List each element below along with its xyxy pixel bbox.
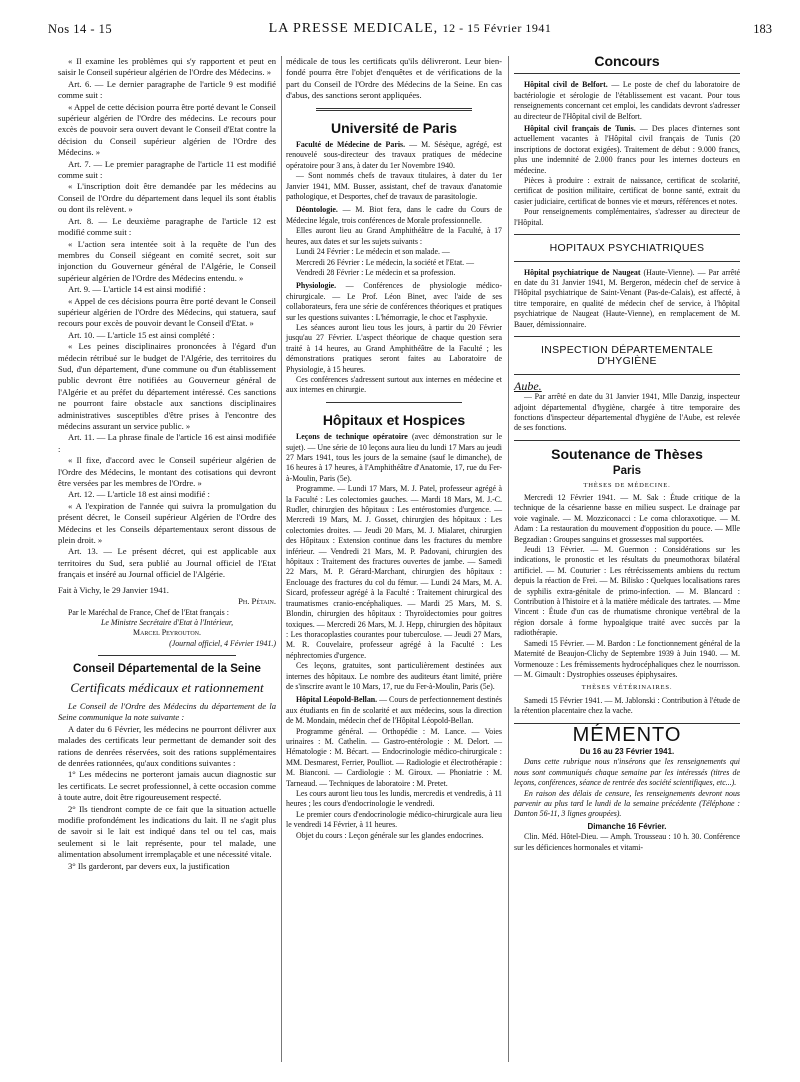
paragraph-text: — M. Sésèque, agrégé, est renouvelé sous-directeur des travaux pratiques de médecine opératoire pour 3 ans, à dater du 1er Novembre 1940. xyxy=(286,140,502,170)
section-divider xyxy=(514,261,740,262)
thesis-list: Mercredi 12 Février 1941. — M. Sak : Étude critique de la technique de la césarienne basse en milieu suspect. Le drainage par voie vaginale. — M. Mozziconacci : Le coma chloraxotique. — M. Adam : La restauration du mouvement d'opposition du pouce. — Mlle Begzadian : Groupes sanguins et grossesses mal supportées. xyxy=(514,493,740,544)
thesis-list: Samedi 15 Février. — M. Bardon : Le fonctionnement général de la Maternité de Beaujon-Clichy de Septembre 1939 à Juin 1940. — M. Vormenouze : Les frémissements hydrocéphaliques chez le nourrisson. — M. Gimault : Dystrophies osseuses épiphysaires. xyxy=(514,638,740,679)
paragraph: — Sont nommés chefs de travaux titulaires, à dater du 1er Janvier 1941, MM. Busser, assistant, chef de travaux d'anatomie pathologique, et Desportes, chef de travaux de parasitologie. xyxy=(286,171,502,202)
paragraph: Pièces à produire : extrait de naissance, certificat de scolarité, certificat de position militaire, certificat de bonne santé, extrait du casier judiciaire, certificat de bonnes vie et mœurs, références et notes. xyxy=(514,176,740,206)
subsection-label: THÈSES VÉTÉRINAIRES. xyxy=(581,684,673,692)
decree-articles xyxy=(58,56,276,581)
paragraph: 1° Les médecins ne porteront jamais aucun diagnostic sur les certificats. Le secret professionnel, à cette occasion comme à toute autre, doit être rigoureusement respecté. xyxy=(58,769,276,803)
paragraph: Art. 10. — L'article 15 est ainsi complété : xyxy=(68,329,215,340)
paragraph: Lundi 24 Février : Le médecin et son malade. — xyxy=(296,247,450,257)
section-divider xyxy=(514,440,740,441)
journal-title: LA PRESSE MEDICALE, xyxy=(268,21,439,36)
source-citation: (Journal officiel, 4 Février 1941.) xyxy=(169,638,276,648)
paragraph-text: — Cours de perfectionnement destinés aux étudiants en fin de scolarité et aux médecins, sous la direction de M. Mondain, médecin chef de l'Hôpital Léopold-Bellan. xyxy=(286,695,502,726)
column-divider xyxy=(508,56,509,1062)
paragraph: Art. 6. — Le dernier paragraphe de l'article 9 est modifié comme suit : xyxy=(58,78,276,101)
section-title: HOPITAUX PSYCHIATRIQUES xyxy=(549,242,705,255)
column-2 xyxy=(286,56,502,841)
paragraph-text: — Des places d'internes sont actuellement vacantes à l'Hôpital civil français de Tunis (20 inscriptions de doctorat exigées). Traitement de début : 9.000 francs, plus une indemnité de 2.000 francs pour les internes docteurs en médecine. xyxy=(514,124,740,175)
subheading: Physiologie. xyxy=(296,281,337,291)
programme: Programme général. — Orthopédie : M. Lance. — Voies urinaires : M. Cathelin. — Gastro-entérologie : M. Delort. — Hématologie : M. Bécart. — Endocrinologie médico-chirurgicale : MM. Desmarest, Ferrier, Poulliot. — Radiologie et électrothérapie : M. Bianconi. — Cardiologie : M. Giroux. — Phoniatrie : M. Tarneaud. — Techniques de laboratoire : M. Pretet. xyxy=(286,726,502,788)
paragraph: « Il fixe, d'accord avec le Conseil supérieur algérien de l'Ordre des Médecins, le montant des cotisations qui devront être versées par les membres de l'Ordre. » xyxy=(58,455,276,489)
sign-line-3: Marcel Peyrouton. xyxy=(133,628,201,638)
paragraph: Dans cette rubrique nous n'insérons que les renseignements qui nous sont communiqués chaque semaine par les intéressés (titres de leçons, conférences, séance de rentrée des société scientifiques, etc...). xyxy=(514,757,740,788)
column-divider xyxy=(281,56,282,1062)
paragraph: Art. 13. — Le présent décret, qui est applicable aux territoires du Sud, sera publié au Journal officiel de l'Etat français et inséré au Journal officiel de l'Algérie. xyxy=(58,546,276,580)
thesis-list: Jeudi 13 Février. — M. Guermon : Considérations sur les indications, le pronostic et les résultats du pneumothorax bilatéral artificiel. — M. Couturier : Les rétrécissements ambiens du rectum depuis la réaction de Frei. — M. Bilisko : Quelques localisations rares de syphilis extra-génitale de primo-infection. — M. Blancard : Contribution à l'histoire et à la matière médicale des tartrates. — Mme Vincent : Étude d'un cas de rhumatisme chronique vertébral de la région dorsale à forme hypoalgique traité avec succès par la radiothérapie. xyxy=(514,545,740,638)
continued-paragraph: médicale de tous les certificats qu'ils délivreront. Leur bien-fondé pourra être l'objet d'enquêtes et de vérifications de la part du Conseil de l'Ordre des Médecins de la Seine. En cas d'abus, des sanctions seront appliquées. xyxy=(286,56,502,101)
paragraph-text: — M. Biot fera, dans le cadre du Cours de Médecine légale, trois conférences de Morale professionnelle. xyxy=(286,205,502,225)
page-header xyxy=(48,22,772,42)
page-number: 183 xyxy=(753,22,772,36)
section-divider xyxy=(316,108,472,111)
paragraph: Vendredi 28 Février : Le médecin et sa profession. xyxy=(296,267,456,277)
paragraph: Art. 7. — Le premier paragraphe de l'article 11 est modifié comme suit : xyxy=(58,158,276,181)
paragraph: Le premier cours d'endocrinologie médico-chirurgicale aura lieu le vendredi 14 Février, à 11 heures. xyxy=(286,809,502,830)
thesis-list: Samedi 15 Février 1941. — M. Jablonski : Contribution à l'étude de la rétention placentaire chez la vache. xyxy=(514,695,740,716)
subheading: Hôpital civil de Belfort. xyxy=(524,80,608,90)
section-title: INSPECTION DÉPARTEMENTALE D'HYGIÈNE xyxy=(540,343,714,368)
sign-line-1: Par le Maréchal de France, Chef de l'Etat français : xyxy=(68,607,229,617)
paragraph: Clin. Méd. Hôtel-Dieu. — Amph. Trousseau : 10 h. 30. Conférence sur les déficiences hormonales et vitami- xyxy=(514,832,740,852)
lecture-dates xyxy=(286,247,502,278)
subheading: Hôpital civil français de Tunis. xyxy=(524,124,636,134)
paragraph: « L'action sera intentée soit à la requête de l'un des membres du Conseil siégeant en comité secret, soit sur injonction du Gouverneur général de l'Algérie, le Conseil supérieur algérien de l'Ordre des Médecins entendu. » xyxy=(58,238,276,283)
subheading: Déontologie. xyxy=(296,205,338,215)
paragraph: Art. 12. — L'article 18 est ainsi modifié : xyxy=(68,489,210,500)
paragraph: Art. 11. — La phrase finale de l'article 16 est ainsi modifiée : xyxy=(58,432,276,454)
paragraph: En raison des délais de censure, les renseignements devront nous parvenir au plus tard le lundi de la semaine précédente (Téléphone : Danton 56-11, 3 lignes groupées). xyxy=(514,788,740,819)
programme: Programme. — Lundi 17 Mars, M. J. Patel, professeur agrégé à la Faculté : Les colectomies gauches. — Mardi 18 Mars, M. J.-C. Rudler, chirurgien des hôpitaux : Les entérostomies d'urgence. — Mercredi 19 Mars, M. J. Gosset, chirurgien des hôpitaux : Les colectomies droites. — Jeudi 20 Mars, M. J. Mialaret, chirurgien des Hôpitaux : Extension continue dans les fractures du membre inférieur. — Vendredi 21 Mars, M. P. Padovani, chirurgien des hôpitaux : Traitement des fractures ouvertes de jambe. — Samedi 22 Mars, M. P. Gérard-Marchant, chirurgien des hôpitaux : Enclouage des fractures du col du fémur. — Lundi 24 Mars, M. A. Sicard, professeur agrégé à la Faculté : Traitement chirurgical des traumatismes cranio-encéphaliques. — Mardi 25 Mars, M. S. Blondin, chirurgien des hôpitaux : Thyroïdectomies pour goitres toxiques. — Mercredi 26 Mars, M. J. Hepp, chirurgien des hôpitaux : Les thoracoplasties courantes pour tuberculose. — Jeudi 27 Mars, M. R. Couvelaire, professeur agrégé à la Faculté : Les néphrectomies d'urgence. xyxy=(286,484,502,660)
paragraph: Les cours auront lieu tous les lundis, mercredis et vendredis, à 11 heures ; les cours d'endocrinologie le vendredi. xyxy=(286,789,502,809)
journal-title-line xyxy=(48,21,772,37)
paragraph-text: (avec démonstration sur le sujet). — Une série de 10 leçons aura lieu du lundi 17 Mars au jeudi 27 Mars 1941, tous les jours de la semaine (sauf le dimanche), de 16 heures à 17 heures, à l'Amphithéâtre d'Anatomie, 17, rue du Fer-à-Moulin, Paris (5e). xyxy=(286,432,503,483)
paragraph: « L'inscription doit être demandée par les médecins au Conseil de l'Ordre du département dans lequel ils sont établis ou dont ils relèvent. » xyxy=(58,181,276,215)
paragraph: Pour renseignements complémentaires, s'adresser au directeur de l'Hôpital. xyxy=(514,207,740,227)
paragraph: « Les peines disciplinaires prononcées à l'égard d'un médecin rétribué sur le budget de l'Algérie, des territoires du Sud, d'un département, d'une commune ou d'un établissement public devront être notifiées au Gouverneur général de l'Algérie et au préfet du département intéressé. Ces sanctions ne pourront faire obstacle aux sanctions disciplinaires administratives susceptibles d'être prises à l'encontre des médecins assurant un service public. » xyxy=(58,341,276,431)
subheading: Faculté de Médecine de Paris. xyxy=(296,140,406,150)
sign-line-2: Le Ministre Secrétaire d'Etat à l'Intérieur, xyxy=(100,617,234,627)
section-title: Conseil Départemental de la Seine xyxy=(73,663,261,676)
paragraph: Elles auront lieu au Grand Amphithéâtre de la Faculté, à 17 heures, aux dates et sur les sujets suivants : xyxy=(286,226,502,246)
subheading: Hôpital psychiatrique de Naugeat xyxy=(524,267,641,277)
signed-place: Fait à Vichy, le 29 Janvier 1941. xyxy=(58,584,169,595)
section-subtitle: Certificats médicaux et rationnement xyxy=(70,679,264,695)
section-title: Hôpitaux et Hospices xyxy=(322,411,466,428)
certificate-rules xyxy=(58,724,276,872)
section-intro: Le Conseil de l'Ordre des Médecins du département de la Seine communique la note suivante : xyxy=(58,700,276,723)
paragraph: Les séances auront lieu tous les jours, à partir du 20 Février jusqu'au 27 Février. L'aspect théorique de chaque question sera traité à 14 heures, au Grand Amphithéâtre de la Faculté ; les démonstrations pratiques seront faites au Laboratoire de Physiologie, à 15 heures. xyxy=(286,322,502,374)
issue-number: Nos 14 - 15 xyxy=(48,22,113,36)
department-heading: Aube. xyxy=(514,378,542,393)
paragraph: 3° Ils garderont, par devers eux, la justification xyxy=(68,860,230,871)
paragraph-text: — Conférences de physiologie médico-chirurgicale. — Le Prof. Léon Binet, avec l'aide de ses collaborateurs, fera une série de conférences théoriques et pratiques sur les questions suivantes : L'hémorragie, le choc et l'asphyxie. xyxy=(286,281,502,322)
paragraph: A dater du 6 Février, les médecins ne pourront délivrer aux malades des certificats leur permettant de demander soit des rations de denrées réservées, soit des rations supplémentaires de denrées rationnées, qu'aux conditions suivantes : xyxy=(58,723,276,768)
subsection-label: THÈSES DE MÉDECINE. xyxy=(583,481,671,489)
city-heading: Paris xyxy=(612,465,642,478)
section-divider xyxy=(98,655,236,656)
signed-by: Ph. Pétain. xyxy=(238,596,276,607)
paragraph: Art. 8. — Le deuxième paragraphe de l'article 12 est modifié comme suit : xyxy=(58,215,276,238)
paragraph: Ces conférences s'adressent surtout aux internes en médecine et aux internes en chirurgie. xyxy=(286,374,502,395)
paragraph: Ces leçons, gratuites, sont particulièrement destinées aux internes des hôpitaux. Le nombre des auditeurs étant limité, prière de s'inscrire avant le 10 Mars, 17, rue du Fer-à-Moulin, Paris (5e). xyxy=(286,661,502,691)
column-3 xyxy=(514,53,740,853)
paragraph: Art. 9. — L'article 14 est ainsi modifié : xyxy=(68,284,206,295)
section-title: Concours xyxy=(594,53,660,69)
paragraph: Mercredi 26 Février : Le médecin, la société et l'Etat. — xyxy=(296,257,475,267)
paragraph: « A l'expiration de l'année qui suivra la promulgation du présent décret, le Conseil supérieur Algérien de l'Ordre des Médecins et les Conseils départementaux seront dissous de plein droit. » xyxy=(58,500,276,546)
subheading: Hôpital Léopold-Bellan. xyxy=(296,695,378,705)
subheading: Leçons de technique opératoire xyxy=(296,432,408,442)
section-divider xyxy=(326,402,462,403)
paragraph-text: — Le poste de chef du laboratoire de bactériologie et sérologie de l'établissement est vacant. Pour tous renseignements concernant cet emploi, les candidats devront s'adresser au directeur de l'Hôpital civil de Belfort. xyxy=(514,80,740,121)
section-title: Université de Paris xyxy=(330,119,458,136)
section-title: Soutenance de Thèses xyxy=(551,445,703,462)
paragraph: « Appel de ces décisions pourra être porté devant le Conseil supérieur algérien de l'Ordre des Médecins, qui statuera, sauf recours pour excès de pouvoir devant le Conseil d'Etat. » xyxy=(58,295,276,329)
paragraph: Objet du cours : Leçon générale sur les glandes endocrines. xyxy=(296,830,484,840)
issue-date: 12 - 15 Février 1941 xyxy=(442,21,552,35)
section-divider xyxy=(514,234,740,235)
paragraph: — Par arrêté en date du 31 Janvier 1941, Mlle Danzig, inspecteur adjoint départemental d'hygiène, chargée à titre temporaire des fonctions d'inspecteur départemental d'hygiène de l'Aube, est relevée de ses fonctions. xyxy=(514,392,740,433)
section-divider xyxy=(514,336,740,337)
paragraph: « Il examine les problèmes qui s'y rapportent et peut en saisir le Conseil supérieur algérien de l'Ordre des Médecins. » xyxy=(58,56,276,78)
section-divider xyxy=(514,374,740,375)
day-heading: Dimanche 16 Février. xyxy=(587,821,667,831)
column-1 xyxy=(58,56,276,872)
paragraph: « Appel de cette décision pourra être porté devant le Conseil supérieur algérien de l'Ordre des médecins. Le recours pour excès de pouvoir sera ouvert devant le Conseil d'Etat contre la décision du Conseil supérieur algérien de l'Ordre des Médecins. » xyxy=(58,101,276,158)
paragraph-text: (Haute-Vienne). — Par arrêté en date du 31 Janvier 1941, M. Bergeron, médecin chef de service à l'Hôpital psychiatrique de Saint-Venant (Pas-de-Calais), est affecté, à titre temporaire, en qualité de médecin chef de service, à l'hôpital psychiatrique de Naugeat (Haute-Vienne), en remplacement de M. Bauer, démissionnaire. xyxy=(514,267,740,329)
section-divider xyxy=(514,73,740,74)
paragraph: 2° Ils tiendront compte de ce fait que la situation actuelle modifie profondément les indications du lait. Il ne s'agit plus de savoir si le lait est indiqué dans tel ou tel cas, mais seulement si le lait représente, pour tel malade, une alimentation absolument irremplaçable et une nécessité vitale. xyxy=(58,803,276,860)
section-title: MÉMENTO xyxy=(572,723,682,746)
memento-dates: Du 16 au 23 Février 1941. xyxy=(579,746,675,756)
